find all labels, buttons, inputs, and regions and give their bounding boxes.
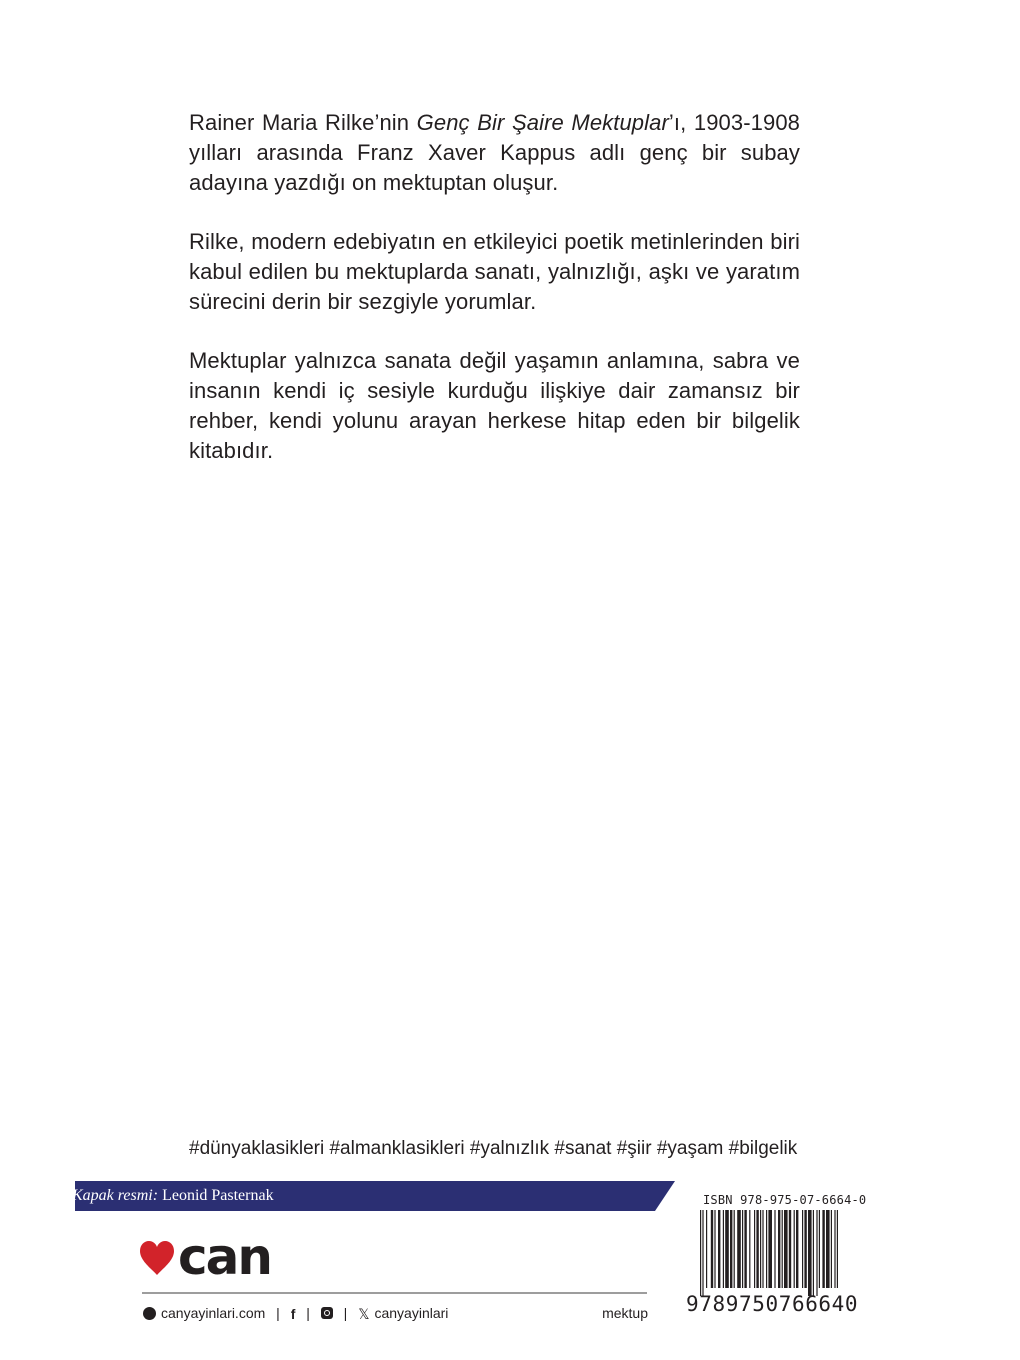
barcode-bar (782, 1210, 783, 1288)
publisher-logo (138, 1228, 288, 1286)
barcode-digits: 9789750766640 (686, 1292, 859, 1316)
website-link[interactable]: canyayinlari.com (161, 1305, 266, 1321)
blurb-paragraph-3: Mektuplar yalnızca sanata değil yaşamın anlamına, sabra ve insanın kendi iç sesiyle kurduğu ilişkiye dair zamansız bir rehber, kendi yolunu arayan herkese hitap eden bir bilgelik kitabıdır. (189, 348, 800, 463)
barcode-bar (756, 1210, 758, 1288)
barcode-bar (831, 1210, 832, 1288)
instagram-icon[interactable] (321, 1307, 333, 1319)
barcode-bar (718, 1210, 720, 1288)
barcode-bar (749, 1210, 750, 1288)
credit-name: Leonid Pasternak (158, 1187, 274, 1204)
barcode-bar (702, 1210, 703, 1296)
barcode-bar (778, 1210, 780, 1288)
barcode-bar (804, 1210, 806, 1288)
barcode-bar (794, 1210, 795, 1288)
cover-credit (72, 1187, 274, 1205)
barcode-icon (700, 1210, 876, 1296)
book-title: Genç Bir Şaire Mektuplar (416, 110, 669, 135)
barcode-bar (754, 1210, 755, 1288)
barcode-bar (734, 1210, 735, 1288)
credit-label: Kapak resmi: (72, 1187, 159, 1204)
logo-wordmark: can (178, 1228, 271, 1286)
blurb-text: Rainer Maria Rilke’nin (189, 110, 417, 135)
barcode-bar (730, 1210, 732, 1288)
barcode-bar (737, 1210, 741, 1288)
back-cover-blurb (189, 108, 800, 495)
blurb-paragraph-1 (189, 108, 800, 198)
barcode-bar (714, 1210, 715, 1288)
social-handle[interactable]: canyayinlari (374, 1305, 449, 1321)
barcode-bar (723, 1210, 724, 1288)
barcode-bar (762, 1210, 763, 1288)
x-icon[interactable]: 𝕏 (358, 1305, 370, 1322)
barcode-bar (700, 1210, 701, 1296)
barcode-bar (784, 1210, 788, 1288)
footer-links (143, 1305, 648, 1325)
barcode-bar (808, 1210, 812, 1296)
barcode-bar (826, 1210, 830, 1288)
isbn-label: ISBN 978-975-07-6664-0 (703, 1193, 867, 1207)
barcode-bar (816, 1210, 817, 1296)
barcode-bar (742, 1210, 743, 1288)
barcode-bar (834, 1210, 835, 1288)
barcode-bar (789, 1210, 791, 1288)
separator: | (306, 1305, 310, 1321)
barcode-bar (819, 1210, 820, 1288)
barcode-bar (802, 1210, 803, 1288)
barcode-bar (768, 1210, 772, 1288)
footer-divider (142, 1292, 647, 1294)
barcode-bar (711, 1210, 713, 1288)
barcode-bar (796, 1210, 798, 1288)
heart-icon (138, 1240, 176, 1276)
barcode-bar (744, 1210, 746, 1288)
separator: | (276, 1305, 280, 1321)
facebook-icon[interactable]: f (290, 1306, 296, 1323)
barcode-bar (822, 1210, 824, 1288)
barcode-bar (774, 1210, 775, 1288)
blurb-text: ’ı, 1903-1908 yılları arasında Franz Xaver Kappus adlı genç bir subay adayına yazdığı on mektuptan oluşur. (189, 110, 800, 195)
barcode-bar (706, 1210, 707, 1288)
barcode-bar (837, 1210, 838, 1288)
hashtags: #dünyaklasikleri #almanklasikleri #yalnızlık #sanat #şiir #yaşam #bilgelik (189, 1138, 798, 1159)
barcode-bar (725, 1210, 729, 1288)
barcode-bar (766, 1210, 767, 1288)
barcode-bar (813, 1210, 814, 1296)
imprint-label: mektup (602, 1305, 648, 1321)
separator: | (343, 1305, 348, 1321)
barcode-block (686, 1193, 878, 1328)
barcode-bar (760, 1210, 761, 1288)
blurb-paragraph-2: Rilke, modern edebiyatın en etkileyici poetik metinlerinden biri kabul edilen bu mektuplarda sanatı, yalnızlığı, aşkı ve yaratım sürecini derin bir sezgiyle yorumlar. (189, 229, 800, 314)
globe-icon (143, 1307, 156, 1320)
